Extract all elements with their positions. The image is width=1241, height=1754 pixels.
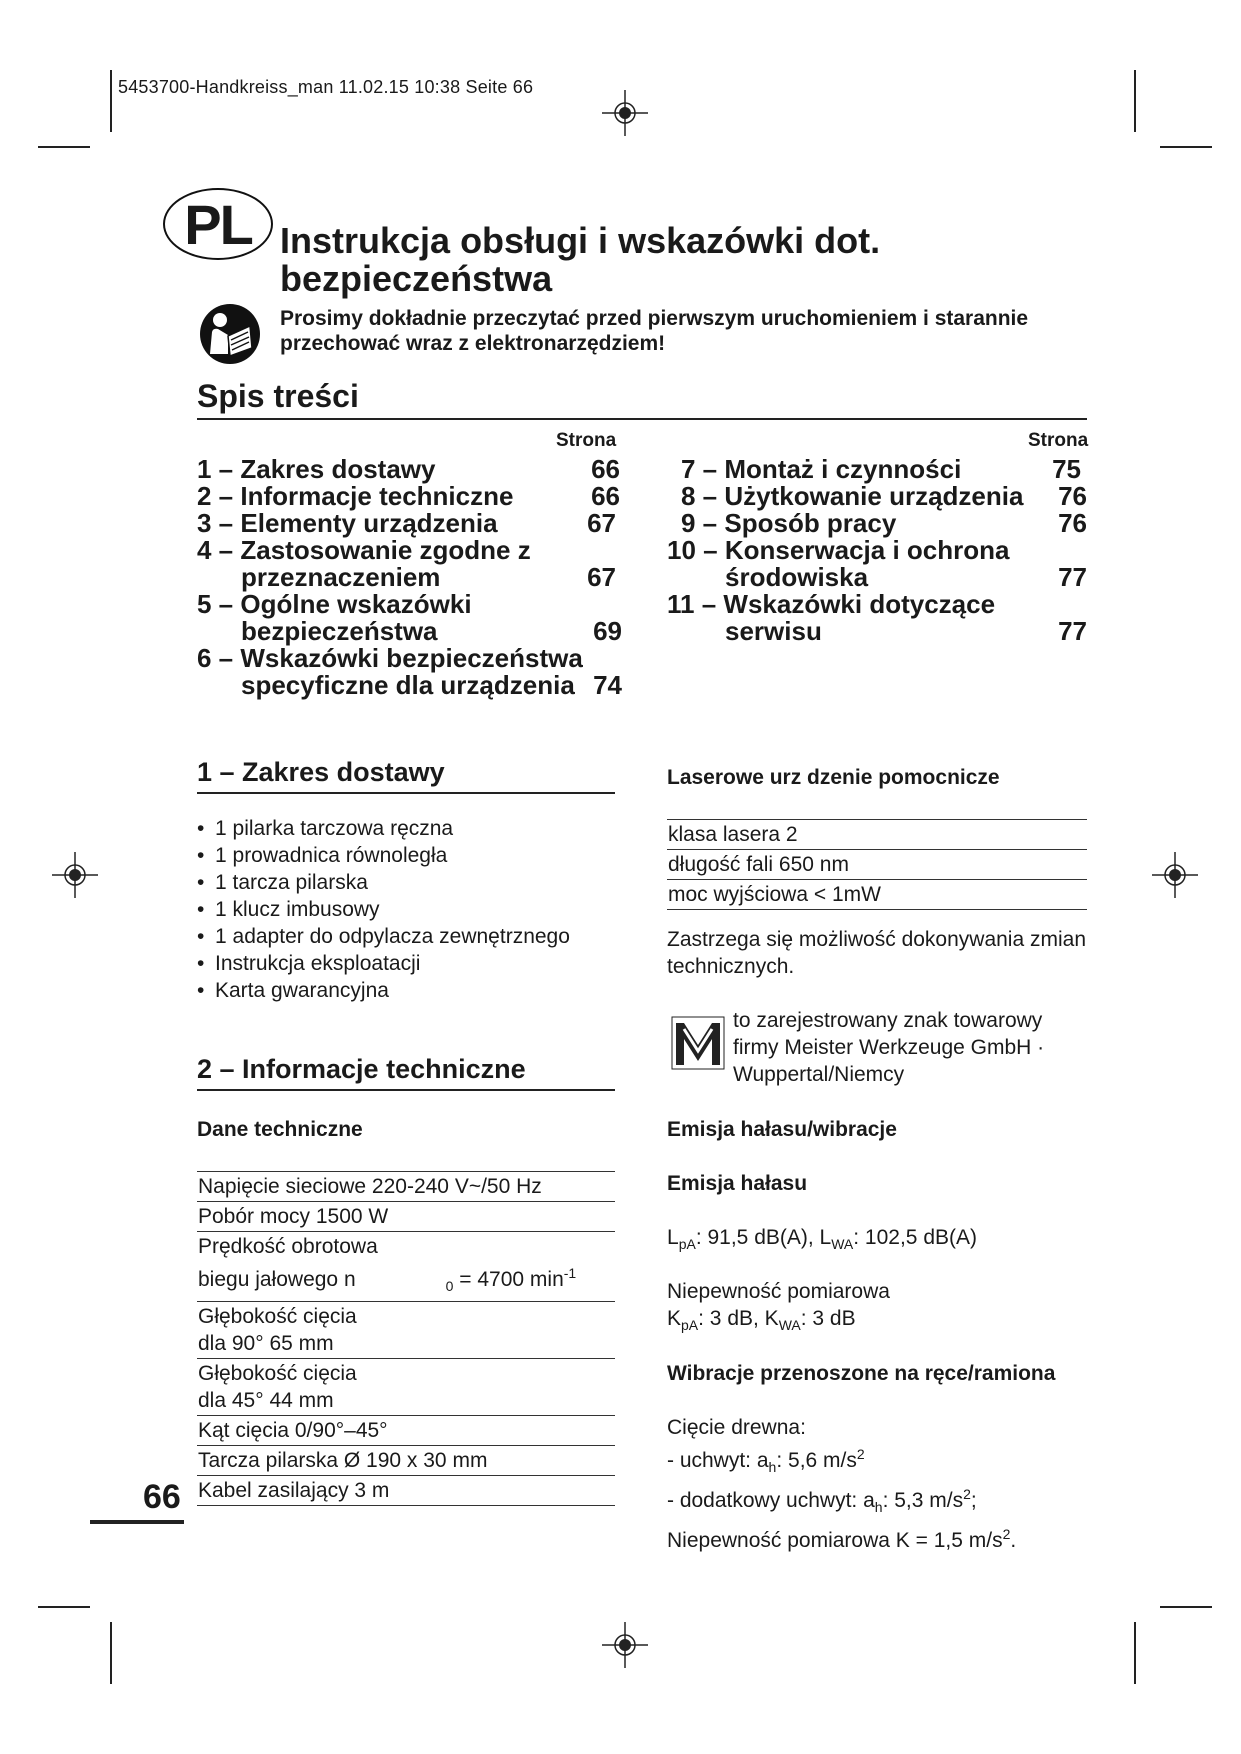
crop-mark — [38, 1606, 90, 1608]
toc-entry-number: 8 – — [681, 481, 725, 511]
vib-subscript: h — [874, 1499, 883, 1516]
table-cell: długość fali 650 nm — [668, 853, 849, 876]
toc-left-column — [197, 456, 620, 699]
toc-entry-page: 77 — [1058, 616, 1087, 646]
toc-entry-page: 69 — [593, 616, 622, 646]
crop-mark — [1160, 146, 1212, 148]
table-cell: Kąt cięcia 0/90°–45° — [198, 1419, 388, 1443]
meister-logo-text: MW — [698, 1045, 700, 1046]
page-number-rule — [90, 1520, 184, 1524]
toc-entry-page: 76 — [1058, 508, 1087, 538]
noise-emission-title: Emisja hałasu — [667, 1172, 808, 1195]
table-cell-line: Głębokość cięcia — [198, 1362, 357, 1386]
toc-entry-label: Zakres dostawy — [240, 454, 436, 484]
toc-entry[interactable] — [197, 537, 620, 591]
safety-notice: Prosimy dokładnie przeczytać przed pierwszym uruchomieniem i starannie przechować wraz z elektronarzędziem! — [280, 307, 1029, 355]
table-row — [197, 1302, 615, 1359]
table-cell: Napięcie sieciowe 220-240 V~/50 Hz — [198, 1175, 542, 1198]
vib-text: ; — [970, 1489, 977, 1513]
registration-mark-icon — [1152, 852, 1198, 898]
crop-mark — [110, 70, 112, 132]
registration-mark-icon — [602, 1622, 648, 1668]
toc-entry-number: 7 – — [681, 454, 725, 484]
sound-text: : 102,5 dB(A) — [853, 1226, 977, 1249]
table-cell — [197, 1359, 615, 1416]
crop-mark — [1160, 1606, 1212, 1608]
trademark-text: to zarejestrowany znak towarowy firmy Meister Werkzeuge GmbH · Wuppertal/Niemcy — [733, 1009, 1045, 1086]
toc-entry-number: 6 – — [197, 643, 241, 673]
toc-entry-number: 11 – — [667, 589, 724, 619]
table-cell-line: dla 45° 44 mm — [198, 1389, 334, 1413]
vibration-handle — [667, 1441, 1087, 1481]
table-cell-text: biegu jałowego n — [198, 1268, 356, 1291]
k-text: : 3 dB — [800, 1307, 856, 1330]
toc-entry-label: Sposób pracy — [724, 508, 897, 538]
toc-entry-label-cont: przeznaczeniem — [241, 562, 441, 592]
toc-entry[interactable] — [667, 537, 1087, 591]
list-item: • 1 prowadnica równoległa — [197, 842, 617, 869]
toc-entry-label: Montaż i czynności — [724, 454, 962, 484]
technical-changes-note: Zastrzega się możliwość dokonywania zmian technicznych. — [667, 928, 1087, 978]
vib-superscript: 2 — [856, 1446, 865, 1462]
toc-entry-label: Konserwacja i ochrona — [724, 535, 1010, 565]
vibration-extra-handle — [667, 1481, 1087, 1521]
toc-entry-label: Wskazówki dotyczące — [723, 589, 996, 619]
table-cell-subscript: 0 — [445, 1278, 454, 1295]
sound-text: L — [667, 1226, 679, 1249]
vib-superscript: 2 — [1002, 1526, 1011, 1543]
read-manual-icon — [198, 302, 262, 366]
toc-entry[interactable] — [197, 645, 620, 699]
toc-page-header-left: Strona — [556, 430, 617, 451]
k-subscript: WA — [778, 1317, 801, 1334]
table-row — [197, 1232, 615, 1302]
crop-mark — [1134, 70, 1136, 132]
table-row — [197, 1202, 615, 1232]
list-item: • 1 pilarka tarczowa ręczna — [197, 815, 617, 842]
measurement-uncertainty — [667, 1278, 890, 1339]
toc-entry-page: 77 — [1058, 562, 1087, 592]
toc-entry-page: 75 — [1052, 454, 1081, 484]
toc-entry-page: 66 — [591, 481, 620, 511]
k-subscript: pA — [681, 1317, 699, 1334]
table-row — [197, 1172, 615, 1202]
vib-text: : 5,3 m/s — [882, 1489, 964, 1513]
toc-entry-number: 4 – — [197, 535, 241, 565]
toc-entry-label-cont: bezpieczeństwa — [241, 616, 438, 646]
vib-subscript: h — [768, 1459, 777, 1476]
table-cell: Kabel zasilający 3 m — [198, 1479, 390, 1503]
section-title-delivery: 1 – Zakres dostawy — [197, 757, 445, 787]
toc-entry-page: 74 — [593, 670, 622, 700]
toc-entry-label-cont: serwisu — [725, 616, 822, 646]
table-cell — [197, 1232, 615, 1302]
toc-entry-label-cont: środowiska — [725, 562, 869, 592]
meister-logo — [670, 1015, 726, 1071]
toc-entry-page: 67 — [587, 562, 616, 592]
table-cell: moc wyjściowa < 1mW — [668, 883, 881, 906]
vibration-values — [667, 1414, 1087, 1554]
toc-entry-label: Elementy urządzenia — [240, 508, 498, 538]
sound-subscript: WA — [831, 1236, 854, 1253]
toc-entry-number: 10 – — [667, 535, 725, 565]
toc-entry-number: 1 – — [197, 454, 241, 484]
laser-table — [667, 819, 1087, 910]
table-cell — [197, 1302, 615, 1359]
crop-mark — [1134, 1622, 1136, 1684]
table-cell: klasa lasera 2 — [668, 823, 798, 846]
toc-entry[interactable] — [667, 483, 1087, 510]
toc-page-header-right: Strona — [1028, 430, 1089, 451]
k-text: K — [667, 1307, 682, 1330]
toc-entry-page: 76 — [1058, 481, 1087, 511]
table-row — [197, 1476, 615, 1506]
table-cell: Pobór mocy 1500 W — [198, 1205, 389, 1228]
noise-vibration-title: Emisja hałasu/wibracje — [667, 1118, 897, 1141]
technical-data-title: Dane techniczne — [197, 1118, 363, 1141]
table-cell-line — [198, 1260, 614, 1300]
toc-entry-label: Użytkowanie urządzenia — [724, 481, 1024, 511]
vib-text: - dodatkowy uchwyt: a — [667, 1489, 875, 1513]
vibration-wood: Cięcie drewna: — [667, 1416, 806, 1439]
section-divider — [197, 1089, 615, 1091]
table-row — [667, 820, 1087, 850]
vib-text: Niepewność pomiarowa K = 1,5 m/s — [667, 1529, 1003, 1553]
table-row — [197, 1446, 615, 1476]
toc-entry[interactable] — [197, 510, 620, 537]
toc-entry-page: 66 — [591, 454, 620, 484]
toc-entry-page: 67 — [587, 508, 616, 538]
list-item: • 1 adapter do odpylacza zewnętrznego — [197, 923, 617, 950]
table-row — [667, 880, 1087, 910]
list-item: • 1 tarcza pilarska — [197, 869, 617, 896]
toc-entry-number: 2 – — [197, 481, 241, 511]
crop-mark — [110, 1622, 112, 1684]
toc-entry-number: 9 – — [681, 508, 725, 538]
toc-entry[interactable] — [667, 510, 1087, 537]
registration-mark-icon — [602, 90, 648, 136]
sound-text: : 91,5 dB(A), L — [695, 1226, 832, 1249]
registration-mark-icon — [52, 852, 98, 898]
list-item: • Instrukcja eksploatacji — [197, 950, 617, 977]
toc-entry[interactable] — [197, 456, 620, 483]
toc-entry[interactable] — [667, 456, 1087, 483]
toc-right-column — [667, 456, 1087, 645]
table-row — [197, 1359, 615, 1416]
delivery-list — [197, 815, 617, 1004]
print-header: 5453700-Handkreiss_man 11.02.15 10:38 Seite 66 — [118, 77, 534, 97]
section-title-technical: 2 – Informacje techniczne — [197, 1054, 526, 1084]
toc-entry-label: Informacje techniczne — [240, 481, 514, 511]
vibration-uncertainty — [667, 1521, 1087, 1554]
toc-entry[interactable] — [197, 591, 620, 645]
table-cell-line: dla 90° 65 mm — [198, 1332, 334, 1356]
crop-mark — [38, 146, 90, 148]
language-badge: PL — [163, 188, 273, 260]
page-title: Instrukcja obsługi i wskazówki dot. bezpieczeństwa — [280, 220, 881, 299]
vibration-title: Wibracje przenoszone na ręce/ramiona — [667, 1362, 1056, 1385]
toc-entry-label: Ogólne wskazówki — [240, 589, 472, 619]
uncertainty-values — [667, 1305, 890, 1339]
toc-divider — [197, 418, 1087, 420]
list-item: • Karta gwarancyjna — [197, 977, 617, 1004]
k-text: : 3 dB, K — [698, 1307, 779, 1330]
toc-entry-number: 3 – — [197, 508, 241, 538]
section-divider — [197, 792, 615, 794]
page-number: 66 — [143, 1478, 181, 1516]
toc-entry-label: Zastosowanie zgodne z — [240, 535, 531, 565]
vib-superscript: 2 — [963, 1486, 971, 1503]
toc-entry-label-cont: specyficzne dla urządzenia — [241, 670, 575, 700]
laser-title: Laserowe urz dzenie pomocnicze — [667, 766, 1000, 789]
table-row — [197, 1416, 615, 1446]
table-cell-line: Głębokość cięcia — [198, 1305, 357, 1329]
uncertainty-label: Niepewność pomiarowa — [667, 1280, 890, 1303]
table-cell-line: Prędkość obrotowa — [198, 1235, 378, 1258]
toc-entry-label: Wskazówki bezpieczeństwa — [240, 643, 583, 673]
technical-data-table — [197, 1171, 615, 1506]
sound-subscript: pA — [678, 1236, 696, 1253]
toc-entry-number: 5 – — [197, 589, 241, 619]
sound-levels — [667, 1224, 977, 1258]
vib-text: . — [1010, 1529, 1017, 1553]
toc-entry[interactable] — [667, 591, 1087, 645]
vib-text: - uchwyt: a — [667, 1449, 769, 1472]
list-item: • 1 klucz imbusowy — [197, 896, 617, 923]
toc-entry[interactable] — [197, 483, 620, 510]
vib-text: : 5,6 m/s — [776, 1449, 857, 1472]
toc-title: Spis treści — [197, 378, 359, 414]
table-row — [667, 850, 1087, 880]
table-cell: Tarcza pilarska Ø 190 x 30 mm — [198, 1449, 488, 1473]
table-cell-text: = 4700 min — [453, 1268, 564, 1291]
table-cell-superscript: -1 — [563, 1265, 577, 1281]
